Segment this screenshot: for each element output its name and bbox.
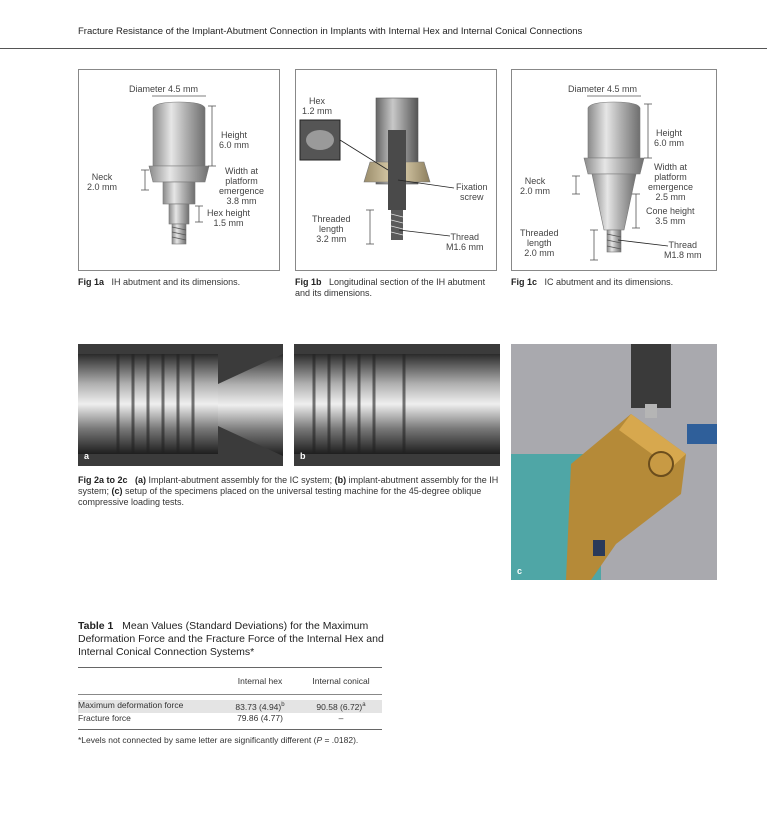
- cell-internal-conical: –: [338, 712, 344, 723]
- hex-label: Hex 1.2 mm: [302, 96, 333, 116]
- part-c-text: setup of the specimens placed on the universal testing machine for the 45-degree oblique compressive loading tests.: [78, 486, 482, 507]
- figure-1b: [295, 69, 497, 271]
- table-row: [78, 700, 382, 713]
- table-footnote: [78, 735, 382, 745]
- figure-2a-photo: [78, 344, 283, 466]
- width-label: Width at platform emergence 3.8 mm: [219, 166, 265, 206]
- fig1b-caption: [295, 277, 500, 299]
- caption-text: IH abutment and its dimensions.: [111, 277, 241, 287]
- photo-tag-c: c: [517, 566, 523, 576]
- height-label: Height 6.0 mm: [654, 128, 685, 148]
- caption-text: Longitudinal section of the IH abutment and its dimensions.: [295, 277, 486, 298]
- part-b-label: (b): [334, 475, 347, 485]
- threaded-length-label: Threaded length 2.0 mm: [520, 228, 559, 258]
- ic-assembly-photo: [78, 344, 283, 466]
- figure-1c: [511, 69, 717, 271]
- table-row: [78, 713, 382, 724]
- significance-letter: a: [362, 702, 366, 708]
- testing-machine-photo: [511, 344, 717, 580]
- table-header-row: [78, 668, 382, 694]
- neck-label: Neck 2.0 mm: [520, 176, 551, 196]
- fig1a-caption: [78, 277, 283, 288]
- header-rule: [0, 48, 767, 49]
- table-1: [78, 667, 382, 745]
- cell-internal-conical: [300, 700, 382, 713]
- photo-tag-a: a: [84, 451, 90, 461]
- caption-text: IC abutment and its dimensions.: [544, 277, 674, 287]
- height-label: Height 6.0 mm: [219, 130, 250, 150]
- table-title-text: Mean Values (Standard Deviations) for the Maximum Deformation Force and the Fracture Force of the Internal Hex and Internal Conical Connection Systems*: [78, 620, 384, 658]
- fig1c-caption: [511, 277, 721, 288]
- part-a-text: Implant-abutment assembly for the IC system;: [148, 475, 333, 485]
- cell-internal-hex: 79.86 (4.77): [237, 712, 283, 723]
- thread-label: Thread M1.6 mm: [446, 232, 484, 252]
- caption-label: Fig 1c: [511, 277, 538, 287]
- thread-label: Thread M1.8 mm: [664, 240, 702, 260]
- col-header-internal-conical: Internal conical: [312, 676, 370, 686]
- part-a-label: (a): [135, 475, 147, 485]
- footnote-value: = .0182).: [322, 734, 359, 745]
- table-1-title: [78, 620, 388, 659]
- row-label: Maximum deformation force: [78, 700, 184, 710]
- row-label: Fracture force: [78, 712, 131, 723]
- running-header: Fracture Resistance of the Implant-Abutment Connection in Implants with Internal Hex and Internal Conical Connections: [78, 26, 583, 37]
- part-b-text: implant-abutment assembly for the IH system;: [78, 475, 499, 496]
- figure-1a: [78, 69, 280, 271]
- caption-label: Fig 1b: [295, 277, 322, 287]
- cone-height-label: Cone height 3.5 mm: [646, 206, 695, 226]
- cell-internal-hex: [220, 700, 300, 713]
- part-c-label: (c): [111, 486, 123, 496]
- diameter-label: Diameter 4.5 mm: [129, 84, 199, 94]
- footnote-text: *Levels not connected by same letter are significantly different (: [78, 734, 317, 745]
- cell-value: 83.73 (4.94): [235, 701, 282, 712]
- cell-value: 90.58 (6.72): [316, 701, 363, 712]
- photo-tag-b: b: [300, 451, 306, 461]
- fig2-caption: [78, 475, 503, 508]
- table-label: Table 1: [78, 620, 114, 632]
- neck-label: Neck 2.0 mm: [87, 172, 118, 192]
- figure-2b-photo: [294, 344, 500, 466]
- ih-assembly-photo: [294, 344, 500, 466]
- figure-2c-photo: [511, 344, 717, 580]
- fixation-screw-label: Fixation screw: [456, 182, 488, 202]
- col-header-internal-hex: Internal hex: [237, 676, 283, 686]
- caption-label: Fig 2a to 2c: [78, 475, 128, 485]
- width-label: Width at platform emergence 2.5 mm: [648, 162, 694, 202]
- significance-letter: b: [281, 702, 285, 708]
- caption-label: Fig 1a: [78, 277, 105, 287]
- footnote-p: P: [316, 734, 323, 745]
- hex-height-label: Hex height 1.5 mm: [207, 208, 251, 228]
- diameter-label: Diameter 4.5 mm: [568, 84, 638, 94]
- threaded-length-label: Threaded length 3.2 mm: [312, 214, 351, 244]
